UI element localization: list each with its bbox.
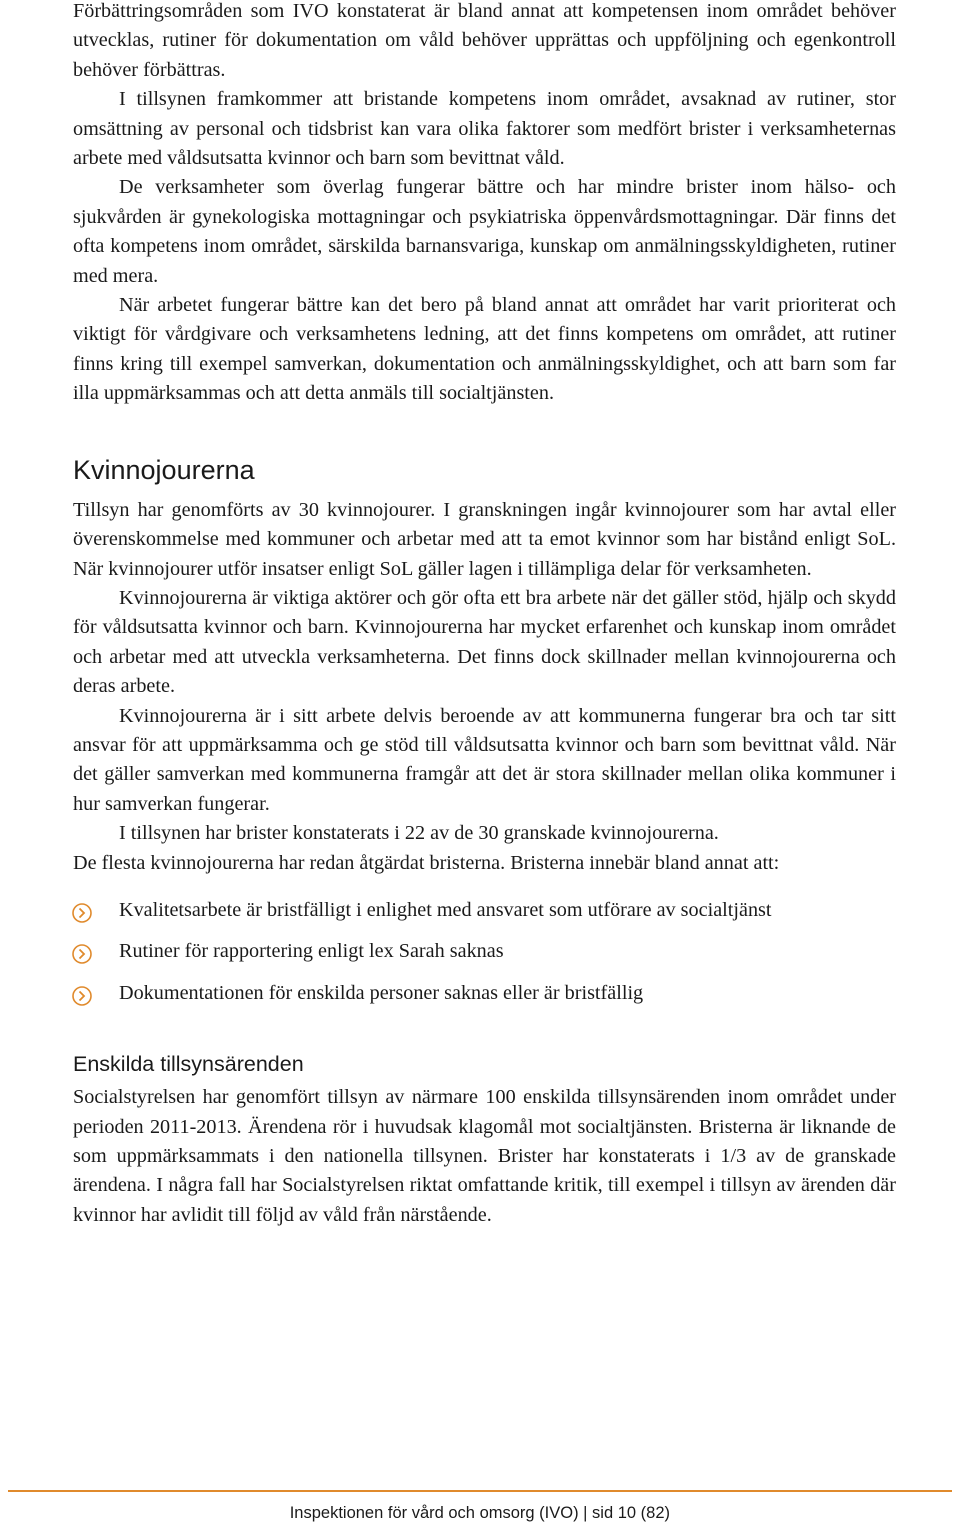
heading-kvinnojourerna: Kvinnojourerna [73, 454, 255, 485]
paragraph-kvinnojourerna-4b: De flesta kvinnojourerna har redan åtgärdat bristerna. Bristerna innebär bland annat att: [73, 851, 780, 874]
list-item-text: Rutiner för rapportering enligt lex Sarah saknas [119, 940, 504, 963]
list-item [73, 896, 896, 925]
list-item [73, 979, 896, 1008]
list-item [73, 937, 896, 966]
heading-enskilda-tillsynsarenden: Enskilda tillsynsärenden [73, 1052, 304, 1077]
list-item-text: Dokumentationen för enskilda personer saknas eller är bristfällig [119, 981, 644, 1004]
paragraph-intro-1: Förbättringsområden som IVO konstaterat är bland annat att kompetensen inom området behöver utvecklas, rutiner för dokumentation om våld behöver upprättas och uppföljning och egenkontroll behöver förbättras. [73, 0, 896, 81]
paragraph-kvinnojourerna-2: Kvinnojourerna är viktiga aktörer och gör ofta ett bra arbete när det gäller stöd, hjälp och skydd för våldsutsatta kvinnor och barn. Kvinnojourerna har mycket erfarenhet och kunskap inom området och arbetar med att utveckla verksamheterna. Det finns dock skillnader mellan kvinnojourerna och deras arbete. [73, 586, 896, 698]
brister-list [73, 896, 896, 1008]
paragraph-intro-2: I tillsynen framkommer att bristande kompetens inom området, avsaknad av rutiner, stor omsättning av personal och tidsbrist kan vara olika faktorer som medfört brister i verksamheternas arbete med våldsutsatta kvinnor och barn som bevittnat våld. [73, 88, 896, 170]
paragraph-kvinnojourerna-3: Kvinnojourerna är i sitt arbete delvis beroende av att kommunerna fungerar bra och tar sitt ansvar för att uppmärksamma och ge stöd till våldsutsatta kvinnor och barn som bevittnat våld. När det gäller samverkan med kommunerna framgår att det är stora skillnader mellan olika kommuner i hur samverkan fungerar. [73, 704, 896, 815]
paragraph-intro-4: När arbetet fungerar bättre kan det bero på bland annat att området har varit prioriterat och viktigt för vårdgivare och verksamhetens ledning, att det finns kompetens om området, att rutiner finns kring till exempel samverkan, dokumentation och anmälningsskyldighet, och att barn som far illa uppmärksammas och att detta anmäls till socialtjänsten. [73, 294, 896, 405]
footer-divider [8, 1490, 952, 1492]
paragraph-enskilda-1: Socialstyrelsen har genomfört tillsyn av närmare 100 enskilda tillsynsärenden inom området under perioden 2011-2013. Ärendena rör i huvudsak klagomål mot socialtjänsten. Bristerna är liknande de som uppmärksammats i den nationella tillsynen. Brister har konstaterats i 1/3 av de granskade ärendena. I några fall har Socialstyrelsen riktat omfattande kritik, till exempel i tillsyn av ärenden där kvinnor har avlidit till följd av våld från närstående. [73, 1086, 896, 1226]
page-footer: Inspektionen för vård och omsorg (IVO) | sid 10 (82) [289, 1504, 670, 1522]
chevron-circle-icon [71, 943, 93, 965]
list-item-text: Kvalitetsarbete är bristfälligt i enlighet med ansvaret som utförare av socialtjänst [119, 898, 772, 921]
chevron-circle-icon [71, 902, 93, 924]
document-page [73, 0, 896, 1230]
paragraph-kvinnojourerna-4a: I tillsynen har brister konstaterats i 22 av de 30 granskade kvinnojourerna. [119, 822, 719, 845]
paragraph-kvinnojourerna-1: Tillsyn har genomförts av 30 kvinnojourer. I granskningen ingår kvinnojourer som har avtal eller överenskommelse med kommuner och arbetar med att ta emot kvinnor som har bistånd enligt SoL. När kvinnojourer utför insatser enligt SoL gäller lagen i tillämpliga delar för verksamheten. [73, 498, 896, 580]
chevron-circle-icon [71, 985, 93, 1007]
paragraph-intro-3: De verksamheter som överlag fungerar bättre och har mindre brister inom hälso- och sjukvården är gynekologiska mottagningar och psykiatriska öppenvårdsmottagningar. Där finns det ofta kompetens inom området, särskilda barnansvariga, kunskap om anmälningsskyldigheten, rutiner med mera. [73, 176, 896, 287]
